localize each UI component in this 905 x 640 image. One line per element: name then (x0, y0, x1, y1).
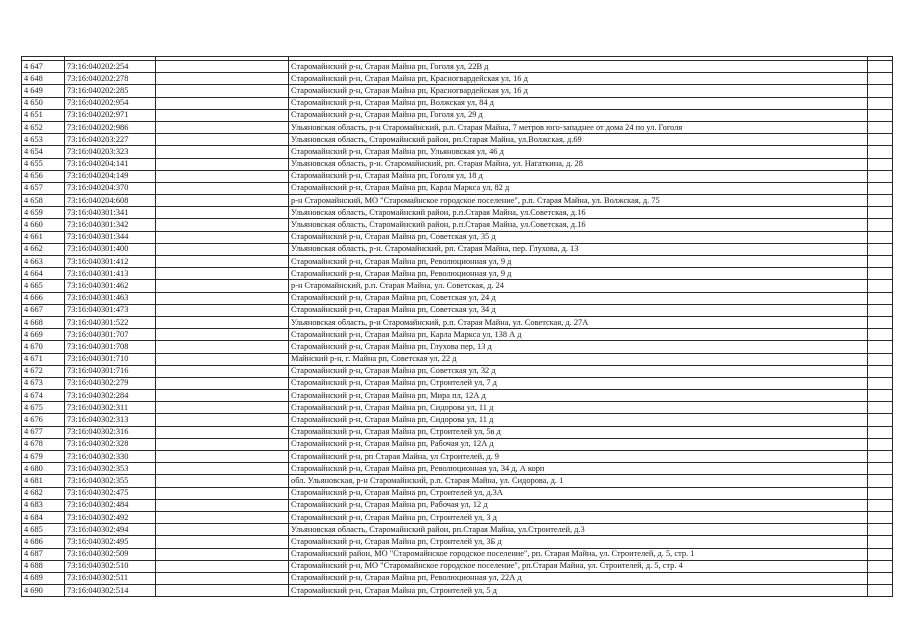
empty-cell (868, 511, 893, 523)
empty-cell (868, 109, 893, 121)
row-number: 4 676 (22, 414, 65, 426)
empty-cell (156, 207, 289, 219)
cadastral-number: 73:16:040302:330 (65, 451, 156, 463)
empty-cell (868, 121, 893, 133)
row-number: 4 690 (22, 585, 65, 597)
row-number: 4 674 (22, 390, 65, 402)
empty-cell (868, 426, 893, 438)
empty-cell (868, 134, 893, 146)
table-row (22, 170, 893, 182)
empty-cell (156, 365, 289, 377)
table-row (22, 134, 893, 146)
address: Старомайнский р-н, Старая Майна рп, Строителей ул, 5в д (289, 426, 868, 438)
empty-cell (156, 121, 289, 133)
row-number: 4 678 (22, 438, 65, 450)
row-number: 4 667 (22, 304, 65, 316)
empty-cell (156, 109, 289, 121)
empty-cell (156, 219, 289, 231)
table-row (22, 158, 893, 170)
address: Старомайнский р-н, Старая Майна рп, Гоголя ул, 18 д (289, 170, 868, 182)
empty-cell (156, 414, 289, 426)
cadastral-number: 73:16:040204:370 (65, 182, 156, 194)
empty-cell (156, 585, 289, 597)
row-number: 4 647 (22, 61, 65, 73)
empty-cell (868, 73, 893, 85)
empty-cell (156, 304, 289, 316)
cadastral-number: 73:16:040302:494 (65, 524, 156, 536)
empty-cell (156, 329, 289, 341)
row-number: 4 650 (22, 97, 65, 109)
empty-cell (868, 231, 893, 243)
row-number: 4 683 (22, 499, 65, 511)
empty-cell (156, 377, 289, 389)
address: Старомайнский р-н, Старая Майна рп, Советская ул, 34 д (289, 304, 868, 316)
cadastral-number: 73:16:040301:463 (65, 292, 156, 304)
address: Старомайнский р-н, Старая Майна рп, Рабочая ул, 12 д (289, 499, 868, 511)
empty-cell (156, 341, 289, 353)
table-row (22, 195, 893, 207)
table-row (22, 61, 893, 73)
address: Старомайнский р-н, Старая Майна рп, Карла Маркса ул, 138 А д (289, 329, 868, 341)
empty-cell (156, 195, 289, 207)
table-row (22, 207, 893, 219)
row-number: 4 663 (22, 256, 65, 268)
row-number: 4 653 (22, 134, 65, 146)
address: Майнский р-н, г. Майна рп, Советская ул, 22 д (289, 353, 868, 365)
empty-cell (868, 463, 893, 475)
table-row (22, 268, 893, 280)
empty-cell (868, 560, 893, 572)
cadastral-number: 73:16:040302:355 (65, 475, 156, 487)
address: р-н Старомайнский, р.п. Старая Майна, ул. Советская, д. 24 (289, 280, 868, 292)
empty-cell (868, 329, 893, 341)
cadastral-number: 73:16:040202:285 (65, 85, 156, 97)
address: Ульяновская область, р-н Старомайнский, р.п. Старая Майна, 7 метров юго-западнее от дома 24 по ул. Гоголя (289, 121, 868, 133)
cadastral-number: 73:16:040202:986 (65, 121, 156, 133)
empty-cell (156, 511, 289, 523)
address: р-н Старомайнский, МО "Старомайнское городское поселение", р.п. Старая Майна, ул. Волжская, д. 75 (289, 195, 868, 207)
empty-cell (868, 146, 893, 158)
cadastral-number: 73:16:040302:311 (65, 402, 156, 414)
empty-cell (868, 61, 893, 73)
empty-cell (868, 353, 893, 365)
row-number: 4 682 (22, 487, 65, 499)
cadastral-number: 73:16:040302:279 (65, 377, 156, 389)
empty-cell (868, 414, 893, 426)
empty-cell (868, 499, 893, 511)
empty-cell (156, 499, 289, 511)
empty-cell (156, 463, 289, 475)
row-number: 4 665 (22, 280, 65, 292)
table-row (22, 426, 893, 438)
empty-cell (156, 158, 289, 170)
table-row (22, 463, 893, 475)
cadastral-number: 73:16:040302:353 (65, 463, 156, 475)
empty-cell (868, 548, 893, 560)
table-row (22, 182, 893, 194)
table-row (22, 487, 893, 499)
address: Старомайнский р-н, Старая Майна рп, Карла Маркса ул, 82 д (289, 182, 868, 194)
empty-cell (868, 524, 893, 536)
address: Старомайнский р-н, Старая Майна рп, Строителей ул, 3 д (289, 511, 868, 523)
empty-cell (868, 158, 893, 170)
cadastral-number: 73:16:040302:284 (65, 390, 156, 402)
empty-cell (868, 268, 893, 280)
address: Старомайнский р-н, Старая Майна рп, Ульяновская ул, 46 д (289, 146, 868, 158)
cadastral-number: 73:16:040202:254 (65, 61, 156, 73)
empty-cell (156, 390, 289, 402)
empty-cell (156, 292, 289, 304)
row-number: 4 652 (22, 121, 65, 133)
address: Старомайнский р-н, Старая Майна рп, Гоголя ул, 22В д (289, 61, 868, 73)
table-row (22, 390, 893, 402)
empty-cell (868, 390, 893, 402)
table-row (22, 280, 893, 292)
empty-cell (156, 402, 289, 414)
cadastral-number: 73:16:040204:149 (65, 170, 156, 182)
empty-cell (868, 256, 893, 268)
address: Ульяновская область, р-н. Старомайнский, рп. Старая Майна, пер. Глухова, д. 13 (289, 243, 868, 255)
cadastral-number: 73:16:040302:495 (65, 536, 156, 548)
empty-cell (156, 134, 289, 146)
cadastral-number: 73:16:040203:227 (65, 134, 156, 146)
cadastral-number: 73:16:040301:473 (65, 304, 156, 316)
row-number: 4 681 (22, 475, 65, 487)
row-number: 4 657 (22, 182, 65, 194)
table-row (22, 109, 893, 121)
cadastral-number: 73:16:040202:954 (65, 97, 156, 109)
cadastral-number: 73:16:040301:412 (65, 256, 156, 268)
table-row (22, 341, 893, 353)
address: Старомайнский р-н, Старая Майна рп, Гоголя ул, 29 д (289, 109, 868, 121)
table-row (22, 438, 893, 450)
cadastral-number: 73:16:040302:313 (65, 414, 156, 426)
address: Ульяновская область, р-н. Старомайнский, рп. Старая Майна, ул. Нагаткина, д. 28 (289, 158, 868, 170)
empty-cell (868, 536, 893, 548)
table-row (22, 475, 893, 487)
cadastral-number: 73:16:040302:509 (65, 548, 156, 560)
empty-cell (868, 304, 893, 316)
row-number: 4 669 (22, 329, 65, 341)
empty-cell (868, 292, 893, 304)
table-row (22, 365, 893, 377)
cadastral-number: 73:16:040202:971 (65, 109, 156, 121)
empty-cell (868, 572, 893, 584)
cadastral-number: 73:16:040301:341 (65, 207, 156, 219)
empty-cell (868, 365, 893, 377)
table-row (22, 256, 893, 268)
cadastral-number: 73:16:040302:316 (65, 426, 156, 438)
row-number: 4 656 (22, 170, 65, 182)
table-row (22, 329, 893, 341)
address: Ульяновская область, Старомайнский район, р.п.Старая Майна, ул.Советская, д.16 (289, 219, 868, 231)
table-row (22, 121, 893, 133)
empty-cell (156, 182, 289, 194)
table-row (22, 402, 893, 414)
empty-cell (868, 195, 893, 207)
address: Старомайнский р-н, Старая Майна рп, Красногвардейская ул, 16 д (289, 85, 868, 97)
address: Старомайнский р-н, Старая Майна рп, Революционная ул, 9 д (289, 268, 868, 280)
cadastral-number: 73:16:040302:328 (65, 438, 156, 450)
address: Старомайнский р-н, Старая Майна рп, Революционная ул, 22А д (289, 572, 868, 584)
row-number: 4 673 (22, 377, 65, 389)
table-row (22, 560, 893, 572)
row-number: 4 685 (22, 524, 65, 536)
empty-cell (868, 85, 893, 97)
address: Старомайнский р-н, Старая Майна рп, Советская ул, 35 д (289, 231, 868, 243)
table-row (22, 414, 893, 426)
address: Старомайнский р-н, Старая Майна рп, Революционная ул, 9 д (289, 256, 868, 268)
empty-cell (156, 353, 289, 365)
empty-cell (156, 316, 289, 328)
address: Старомайнский р-н, Старая Майна рп, Строителей ул, 5 д (289, 585, 868, 597)
cadastral-number: 73:16:040301:716 (65, 365, 156, 377)
empty-cell (156, 536, 289, 548)
empty-cell (156, 85, 289, 97)
address: Старомайнский р-н, Старая Майна рп, Сидорова ул, 11 д (289, 402, 868, 414)
address: Старомайнский р-н, Старая Майна рп, Строителей ул, 3Б д (289, 536, 868, 548)
address: Старомайнский р-н, Старая Майна рп, Строителей ул, д.3А (289, 487, 868, 499)
address: Старомайнский р-н, Старая Майна рп, Красногвардейская ул, 16 д (289, 73, 868, 85)
empty-cell (156, 548, 289, 560)
table-row (22, 511, 893, 523)
row-number: 4 659 (22, 207, 65, 219)
row-number: 4 662 (22, 243, 65, 255)
empty-cell (156, 73, 289, 85)
table-row (22, 231, 893, 243)
address: Старомайнский р-н, Старая Майна рп, Рабочая ул, 12А д (289, 438, 868, 450)
cadastral-number: 73:16:040302:510 (65, 560, 156, 572)
empty-cell (868, 207, 893, 219)
cadastral-number: 73:16:040301:342 (65, 219, 156, 231)
empty-cell (868, 438, 893, 450)
table-row (22, 536, 893, 548)
address: Старомайнский р-н, Старая Майна рп, Волжская ул, 84 д (289, 97, 868, 109)
table-row (22, 377, 893, 389)
cadastral-number: 73:16:040301:522 (65, 316, 156, 328)
table-row (22, 243, 893, 255)
address: Старомайнский р-н, Старая Майна рп, Советская ул, 24 д (289, 292, 868, 304)
cadastral-number: 73:16:040301:708 (65, 341, 156, 353)
empty-cell (156, 451, 289, 463)
row-number: 4 688 (22, 560, 65, 572)
row-number: 4 689 (22, 572, 65, 584)
empty-cell (868, 341, 893, 353)
empty-cell (868, 243, 893, 255)
cadastral-number: 73:16:040302:492 (65, 511, 156, 523)
table-row (22, 73, 893, 85)
table-row (22, 219, 893, 231)
empty-cell (156, 61, 289, 73)
address: Старомайнский р-н, Старая Майна рп, Строителей ул, 7 д (289, 377, 868, 389)
address: Ульяновская область, Старомайнский район, рп.Старая Майна, ул.Строителей, д.3 (289, 524, 868, 536)
empty-cell (868, 585, 893, 597)
cadastral-number: 73:16:040301:400 (65, 243, 156, 255)
address: Старомайнский р-н, Старая Майна рп, Революционная ул, 34 д, А корп (289, 463, 868, 475)
row-number: 4 679 (22, 451, 65, 463)
empty-cell (156, 487, 289, 499)
row-number: 4 658 (22, 195, 65, 207)
address: Старомайнский р-н, Старая Майна рп, Советская ул, 32 д (289, 365, 868, 377)
table-row (22, 524, 893, 536)
empty-cell (156, 560, 289, 572)
empty-cell (868, 475, 893, 487)
empty-cell (156, 231, 289, 243)
empty-cell (156, 256, 289, 268)
cadastral-number: 73:16:040301:462 (65, 280, 156, 292)
table-row (22, 304, 893, 316)
cadastral-number: 73:16:040301:707 (65, 329, 156, 341)
table-row (22, 85, 893, 97)
table-row (22, 585, 893, 597)
cadastral-number: 73:16:040203:323 (65, 146, 156, 158)
table-row (22, 146, 893, 158)
address: Старомайнский р-н, МО "Старомайнское городское поселение", рп.Старая Майна, ул. Строителей, д. 5, стр. 4 (289, 560, 868, 572)
empty-cell (868, 316, 893, 328)
cadastral-number: 73:16:040302:475 (65, 487, 156, 499)
empty-cell (156, 146, 289, 158)
cadastral-number: 73:16:040302:514 (65, 585, 156, 597)
row-number: 4 686 (22, 536, 65, 548)
row-number: 4 675 (22, 402, 65, 414)
empty-cell (156, 170, 289, 182)
row-number: 4 670 (22, 341, 65, 353)
empty-cell (156, 243, 289, 255)
empty-cell (156, 268, 289, 280)
address: Старомайнский р-н, Старая Майна рп, Глухова пер, 13 д (289, 341, 868, 353)
address: Старомайнский р-н, Старая Майна рп, Мира пл, 12А д (289, 390, 868, 402)
cadastral-number: 73:16:040301:413 (65, 268, 156, 280)
table-row (22, 292, 893, 304)
row-number: 4 654 (22, 146, 65, 158)
table-row (22, 353, 893, 365)
row-number: 4 660 (22, 219, 65, 231)
address: Старомайнский р-н, Старая Майна рп, Сидорова ул, 11 д (289, 414, 868, 426)
empty-cell (868, 280, 893, 292)
cadastral-number: 73:16:040302:511 (65, 572, 156, 584)
address: обл. Ульяновская, р-н Старомайнский, р.п. Старая Майна, ул. Сидорова, д. 1 (289, 475, 868, 487)
row-number: 4 668 (22, 316, 65, 328)
table-row (22, 451, 893, 463)
table-row (22, 572, 893, 584)
empty-cell (868, 402, 893, 414)
empty-cell (156, 280, 289, 292)
row-number: 4 672 (22, 365, 65, 377)
row-number: 4 671 (22, 353, 65, 365)
empty-cell (868, 377, 893, 389)
row-number: 4 666 (22, 292, 65, 304)
empty-cell (868, 97, 893, 109)
row-number: 4 664 (22, 268, 65, 280)
registry-table-body (22, 57, 893, 597)
cadastral-number: 73:16:040302:484 (65, 499, 156, 511)
row-number: 4 687 (22, 548, 65, 560)
table-row (22, 97, 893, 109)
empty-cell (868, 182, 893, 194)
address: Старомайнский р-н, рп Старая Майна, ул Строителей, д. 9 (289, 451, 868, 463)
empty-cell (156, 475, 289, 487)
table-row (22, 316, 893, 328)
row-number: 4 655 (22, 158, 65, 170)
cadastral-number: 73:16:040301:344 (65, 231, 156, 243)
address: Старомайнский район, МО "Старомайнское городское поселение", рп. Старая Майна, ул. Строителей, д. 5, стр. 1 (289, 548, 868, 560)
row-number: 4 648 (22, 73, 65, 85)
row-number: 4 684 (22, 511, 65, 523)
row-number: 4 661 (22, 231, 65, 243)
empty-cell (868, 487, 893, 499)
cadastral-number: 73:16:040204:608 (65, 195, 156, 207)
empty-cell (156, 438, 289, 450)
empty-cell (156, 524, 289, 536)
empty-cell (868, 170, 893, 182)
empty-cell (156, 97, 289, 109)
registry-table (21, 56, 893, 597)
empty-cell (156, 572, 289, 584)
address: Ульяновская область, р-н Старомайнский, р.п. Старая Майна, ул. Советская, д. 27А (289, 316, 868, 328)
address: Ульяновская область, Старомайнский район, р.п.Старая Майна, ул.Советская, д.16 (289, 207, 868, 219)
row-number: 4 677 (22, 426, 65, 438)
cadastral-number: 73:16:040204:141 (65, 158, 156, 170)
table-row (22, 499, 893, 511)
cadastral-number: 73:16:040301:710 (65, 353, 156, 365)
empty-cell (868, 219, 893, 231)
row-number: 4 680 (22, 463, 65, 475)
cadastral-number: 73:16:040202:278 (65, 73, 156, 85)
table-row (22, 548, 893, 560)
address: Ульяновская область, Старомайнский район, рп.Старая Майна, ул.Волжская, д.69 (289, 134, 868, 146)
empty-cell (156, 426, 289, 438)
row-number: 4 649 (22, 85, 65, 97)
row-number: 4 651 (22, 109, 65, 121)
empty-cell (868, 451, 893, 463)
